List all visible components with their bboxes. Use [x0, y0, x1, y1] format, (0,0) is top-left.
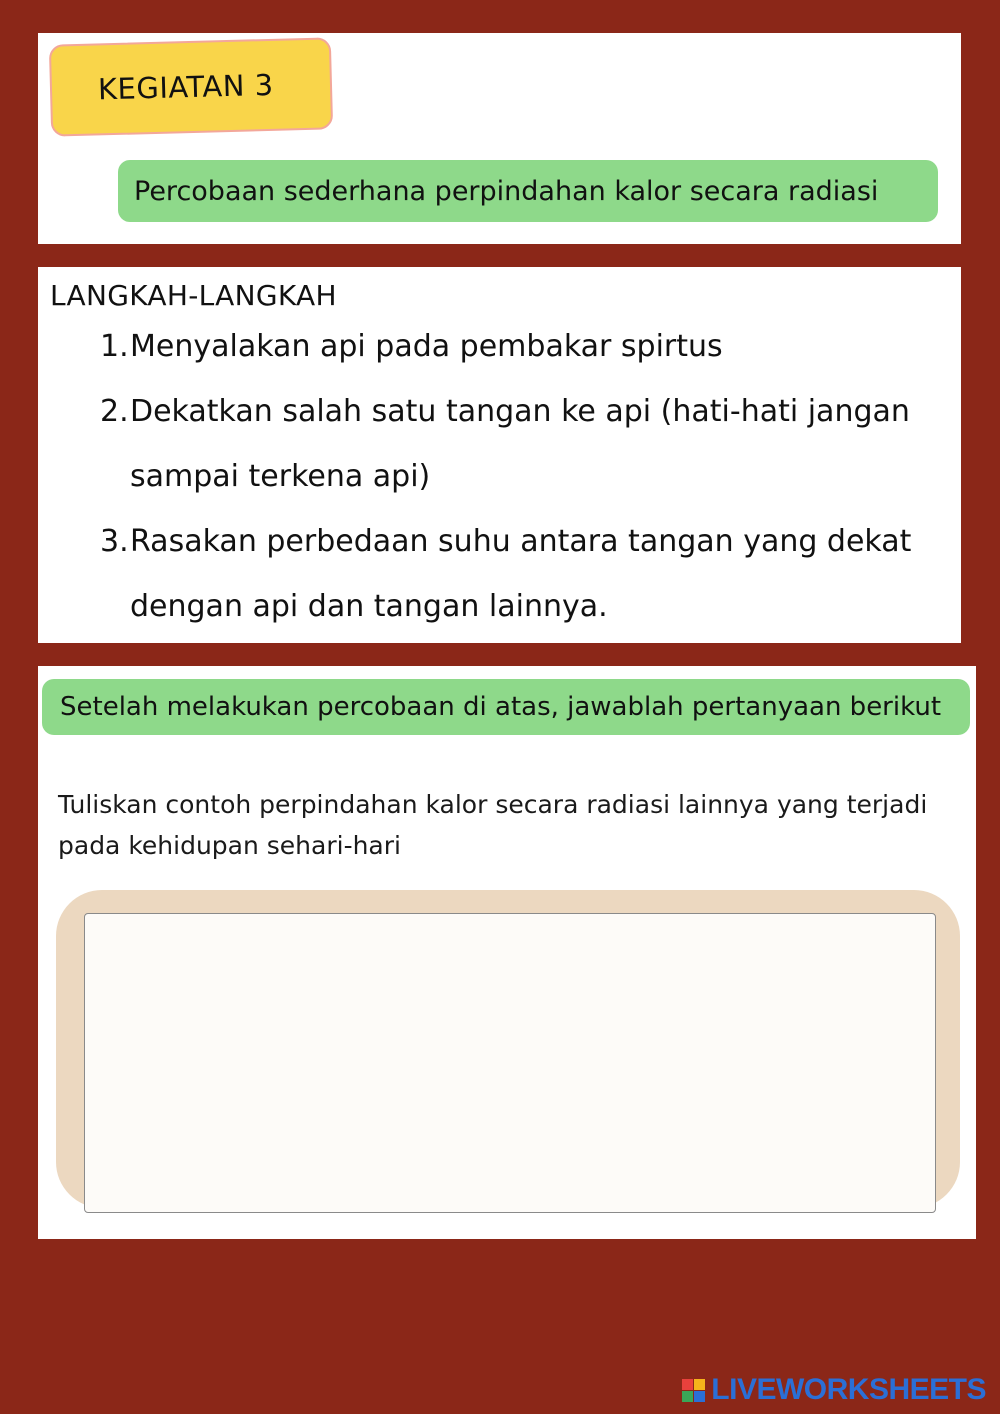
- question-panel: [38, 666, 976, 1239]
- logo-square: [682, 1391, 693, 1402]
- step-text: Dekatkan salah satu tangan ke api (hati-hati jangan sampai terkena api): [130, 394, 910, 494]
- activity-title: Percobaan sederhana perpindahan kalor secara radiasi: [118, 160, 938, 222]
- step-text: Rasakan perbedaan suhu antara tangan yang dekat dengan api dan tangan lainnya.: [130, 524, 912, 624]
- step-item: [100, 509, 940, 639]
- logo-square: [682, 1379, 693, 1390]
- step-number: 1.: [100, 329, 129, 364]
- liveworksheets-logo-icon: [682, 1379, 705, 1402]
- logo-square: [694, 1379, 705, 1390]
- liveworksheets-brand: [682, 1373, 986, 1407]
- logo-square: [694, 1391, 705, 1402]
- answer-input[interactable]: [84, 913, 936, 1213]
- step-text: Menyalakan api pada pembakar spirtus: [130, 329, 723, 364]
- step-item: [100, 314, 940, 379]
- header-panel: [38, 33, 961, 244]
- steps-panel: [38, 267, 961, 643]
- steps-heading: LANGKAH-LANGKAH: [50, 279, 337, 312]
- brand-name: LIVEWORKSHEETS: [711, 1373, 986, 1406]
- activity-tag: KEGIATAN 3: [49, 37, 333, 136]
- step-number: 3.: [100, 524, 129, 559]
- step-number: 2.: [100, 394, 129, 429]
- instruction-bar: Setelah melakukan percobaan di atas, jawablah pertanyaan berikut: [42, 679, 970, 735]
- step-item: [100, 379, 940, 509]
- question-text: Tuliskan contoh perpindahan kalor secara radiasi lainnya yang terjadi pada kehidupan sehari-hari: [58, 790, 928, 860]
